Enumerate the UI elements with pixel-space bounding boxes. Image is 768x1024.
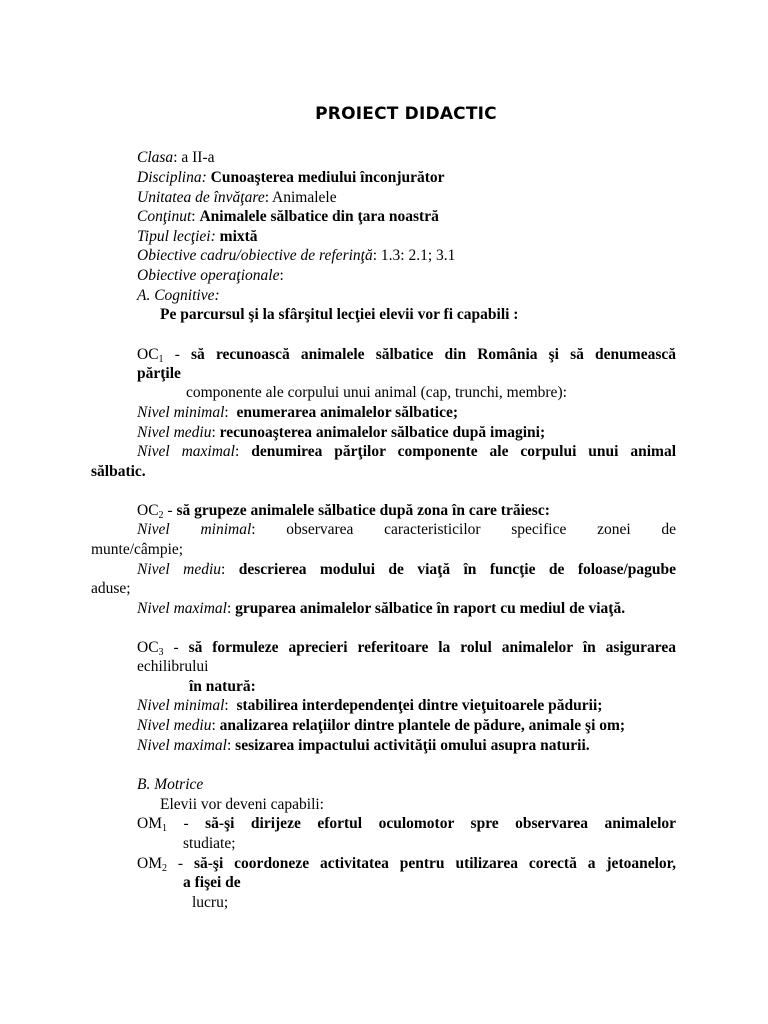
om2-text: să-şi coordoneze activitatea pentru utilizarea corectă a jetoanelor, <box>193 855 676 872</box>
oc3-line1 <box>137 638 676 658</box>
oc1-max-line2: sălbatic. <box>91 463 146 480</box>
cognitive-intro: Pe parcursul şi la sfârşitul lecţiei elevii vor fi capabili : <box>160 306 519 323</box>
obiective-cadru-label: Obiective cadru/obiective de referinţă <box>137 247 373 264</box>
oc2-med-line: Nivel mediu: descrierea modului de viaţă în funcţie de foloase/pagube <box>137 561 676 578</box>
tipul-value: mixtă <box>219 228 258 245</box>
oc3-med-line: Nivel mediu: analizarea relaţiilor dintre plantele de pădure, animale şi om; <box>137 717 626 734</box>
oc2-min-line2: munte/câmpie; <box>91 541 184 558</box>
continut-line: Conţinut: Animalele sălbatice din ţara noastră <box>137 208 439 225</box>
om1-code: $OM_1$ - <box>137 815 189 834</box>
obiective-op-line: Obiective operaţionale: <box>137 267 284 284</box>
disciplina-line <box>137 168 445 188</box>
oc2-text: să grupeze animalele sălbatice după zona în care trăiesc: <box>176 502 550 519</box>
unitatea-value: Animalele <box>272 189 337 206</box>
clasa-value: a II-a <box>181 149 215 166</box>
oc1-max-line: Nivel maximal: denumirea părţilor componente ale corpului unui animal <box>137 443 676 460</box>
oc1-text: să recunoască animalele sălbatice din România şi să denumească <box>191 346 676 363</box>
unitatea-line: Unitatea de învăţare: Animalele <box>137 189 337 206</box>
oc3-min-label: Nivel minimal <box>137 697 225 714</box>
oc1-line2: părţile <box>137 365 181 382</box>
oc1-max-text: denumirea părţilor componente ale corpului unui animal <box>251 443 676 460</box>
om2-line2: a fişei de <box>183 874 241 891</box>
clasa-label: Clasa <box>137 149 174 166</box>
clasa-line: Clasa: a II-a <box>137 149 215 166</box>
cognitive-heading: A. Cognitive: <box>137 287 220 304</box>
unitatea-label: Unitatea de învăţare <box>137 189 265 206</box>
oc3-line3: în natură: <box>189 678 256 695</box>
om1-text: să-şi dirijeze efortul oculomotor spre observarea animalelor <box>205 815 676 832</box>
om1-line1 <box>137 814 676 834</box>
oc3-text: să formuleze aprecieri referitoare la rolul animalelor în asigurarea <box>188 639 676 656</box>
tipul-line <box>137 227 258 247</box>
oc1-med-line: Nivel mediu: recunoaşterea animalelor sălbatice după imagini; <box>137 424 546 441</box>
oc2-code: $OC_2$ - <box>137 502 173 521</box>
oc2-line <box>137 501 550 521</box>
obiective-cadru-line: Obiective cadru/obiective de referinţă: 1.3: 2.1; 3.1 <box>137 247 456 264</box>
om2-code: $OM_2$ - <box>137 855 184 874</box>
page-title: PROIECT DIDACTIC <box>315 104 497 124</box>
disciplina-label: Disciplina: <box>137 169 207 186</box>
oc1-min-text: enumerarea animalelor sălbatice; <box>236 404 459 421</box>
oc3-min-text: stabilirea interdependenţei dintre vieţuitoarele pădurii; <box>236 697 603 714</box>
oc1-min-label: Nivel minimal <box>137 404 225 421</box>
oc2-med-line2: aduse; <box>91 580 131 597</box>
motrice-heading: B. Motrice <box>137 776 204 793</box>
oc2-max-text: gruparea animalelor sălbatice în raport cu mediul de viaţă. <box>235 600 626 617</box>
oc1-line1 <box>137 345 676 365</box>
continut-label: Conţinut <box>137 208 192 225</box>
oc3-code: $OC_3$ - <box>137 639 179 658</box>
om2-line3: lucru; <box>192 894 229 911</box>
om1-line2: studiate; <box>183 835 236 852</box>
oc1-min-line: Nivel minimal: enumerarea animalelor sălbatice; <box>137 404 459 421</box>
obiective-cadru-value: 1.3: 2.1; 3.1 <box>380 247 456 264</box>
oc2-min-line: Nivel minimal: observarea caracteristicilor specifice zonei de <box>137 521 676 538</box>
oc3-line2: echilibrului <box>137 658 209 675</box>
oc1-med-label: Nivel mediu <box>137 424 212 441</box>
om2-line1 <box>137 854 676 874</box>
oc2-med-text: descrierea modului de viaţă în funcţie de foloase/pagube <box>238 561 676 578</box>
tipul-label: Tipul lecţiei: <box>137 228 216 245</box>
oc2-max-label: Nivel maximal <box>137 600 227 617</box>
oc3-max-label: Nivel maximal <box>137 737 227 754</box>
oc2-med-label: Nivel mediu <box>137 561 222 578</box>
disciplina-value: Cunoaşterea mediului înconjurător <box>210 169 445 186</box>
oc3-max-line: Nivel maximal: sesizarea impactului activităţii omului asupra naturii. <box>137 737 590 754</box>
oc2-max-line: Nivel maximal: gruparea animalelor sălbatice în raport cu mediul de viaţă. <box>137 600 626 617</box>
oc3-max-text: sesizarea impactului activităţii omului asupra naturii. <box>235 737 590 754</box>
oc3-med-label: Nivel mediu <box>137 717 212 734</box>
oc3-med-text: analizarea relaţiilor dintre plantele de pădure, animale şi om; <box>219 717 626 734</box>
obiective-op-label: Obiective operaţionale <box>137 267 280 284</box>
oc1-max-label: Nivel maximal <box>137 443 235 460</box>
continut-value: Animalele sălbatice din ţara noastră <box>199 208 439 225</box>
oc1-med-text: recunoaşterea animalelor sălbatice după imagini; <box>219 424 546 441</box>
oc2-min-text: observarea caracteristicilor specifice zonei de <box>286 521 676 538</box>
oc2-min-label: Nivel minimal <box>137 521 252 538</box>
motrice-intro: Elevii vor deveni capabili: <box>160 796 324 813</box>
oc1-code: $OC_1$ - <box>137 346 180 365</box>
oc3-min-line: Nivel minimal: stabilirea interdependenţei dintre vieţuitoarele pădurii; <box>137 697 603 714</box>
oc1-line3: componente ale corpului unui animal (cap, trunchi, membre): <box>186 384 567 401</box>
